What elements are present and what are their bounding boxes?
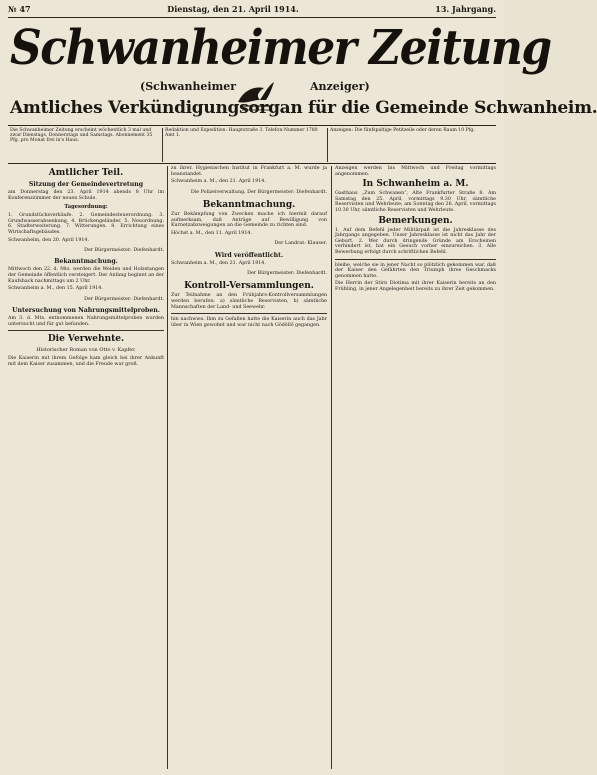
schwanheim-title: In Schwanheim a. M. [362,179,469,190]
header-top-line [8,3,496,15]
divider [171,313,327,314]
notice-date: Schwanheim a. M., den 15. April 1914. [8,286,103,292]
column-separator [167,166,168,769]
divider [8,163,496,164]
meeting-text: am Donnerstag den 23. April 1914 abends 8 Uhr im Konferenzzimmer der neuen Schule. [8,190,164,201]
novel-col3-text: bleibe, welche sie in jener Nacht so plötzlich gekommen war, daß der Kaiser den Gefährten den Triumph ihres Geschmacks genommen hatte. [335,262,496,279]
subtitle-right: Anzeiger) [310,80,370,93]
info-ads: Anzeigen: Die fünfspaltige Petitzeile oder deren Raum 10 Pfg. [330,128,475,133]
agenda-title: Tagesordnung: [64,204,108,211]
notice-text: Mittwoch den 22. d. Mts. werden die Weiden und Holzstangen der Gemeinde öffentlich versteigert. Der Anfang beginnt an der Kaufshack nachmittags um 2 Uhr. [8,267,164,284]
volume-year: 13. Jahrgang. [435,4,496,14]
publication-info-bar [8,128,496,162]
control-meetings-title: Kontroll-Versammlungen. [184,281,314,292]
remarks-text: 1. Auf dem Befehl jeder Militärpaß ist die Jahresklasse des Jahrgangs angegeben. Unser Jahresklasse ist nicht das Jahr der Geburt. 2. Wer durch dringende Gründe am Erscheinen verhindert ist, hat ein Gesuch vorher einzureichen. 3. Alle Bewerbung erfolgt durch schriftlichen Befehl. [335,227,496,255]
published-signature: Der Bürgermeister: Diefenhardt. [247,270,327,276]
schwanheim-text: Gasthaus „Zum Schwanen“, Alte Frankfurter Straße 8. Am Samstag den 25. April, vormittags 9.30 Uhr, sämtliche Reservisten und Wehrleute; am Sonntag den 26. April, vormittags 10.30 Uhr, sämtliche Reservisten und Wehrleute. [335,191,496,213]
divider [335,259,496,260]
col2-notice-date: Höchst a. M., den 11. April 1914. [171,230,252,236]
col2-notice-title: Bekanntmachung. [202,199,296,210]
col2-date: Schwanheim a. M., den 21. April 1914. [171,179,266,185]
col2-intro-text: zu ihrer. Hygienischen Institut in Frankfurt a. M. wurde ja beanstandet. [171,166,327,177]
novel-col3-end: Die Herrin der Stirn Diotima mit ihrer Kaiserin bereits an den Frühling, in jener Angelegenheit bereits zu ihrer Zeit gekommen. [335,281,496,292]
info-subscription: Die Schwanheimer Zeitung erscheint wöchentlich 3 mal und zwar Dienstags, Donnerstags und Samstags. Abonnement 35 Pfg. pro Monat frei in's Haus. [8,128,163,162]
official-section-title: Amtlicher Teil. [48,168,124,178]
remarks-title: Bemerkungen. [378,215,453,226]
col2-notice-signature: Der Landrat: Klauser. [274,241,327,247]
info-editorial: Redaktion und Expedition: Hauptstraße 3. Telefon-Nummer 1780 Amt 1. [163,128,328,162]
divider [8,125,496,126]
issue-number: № 47 [8,4,31,14]
col2-notice-text: Zur Bekämpfung von Zwecken mache ich hiermit darauf aufmerksam, daß Anträge auf Bewilligung von Kurnetzabzweigungen an die Gemeinde zu richten sind. [171,211,327,229]
novel-title: Die Verwehnte. [47,334,125,345]
meeting-signature: Der Bürgermeister: Diefenhardt. [84,247,164,253]
notice-signature: Der Bürgermeister: Diefenhardt. [84,296,164,302]
column-2 [171,166,327,769]
col3-intro-text: Anzeigen werden bis Mittwoch und Freitag vormittags angenommen. [335,166,496,177]
issue-date: Dienstag, den 21. April 1914. [167,4,299,14]
novel-text: Die Kaiserin mit ihrem Gefolge kam gleich bei ihrer Ankunft mit dem Kaiser zusammen, und die Freude war groß. [8,356,164,367]
divider [8,330,164,331]
novel-subtitle: Historischer Roman von Otto v. Kapfer. [36,347,136,354]
control-meetings-text: Zur Teilnahme an den Frühjahrs-Kontrollversammlungen werden berufen: a) sämtliche Reservisten, b) sämtliche Mannschaften der Land- und Seewehr. [171,293,327,310]
published-date: Schwanheim a. M., den 21. April 1914. [171,260,266,266]
masthead-subtitle-row [10,80,597,120]
food-test-title: Untersuchung von Nahrungsmittelproben. [12,306,160,314]
masthead-title: Schwanheimer Zeitung [10,20,551,76]
column-separator [331,166,332,769]
novel-continued-text: hin nachwies. Ihm zu Gefallen hatte die Kaiserin auch das Jahr über in Wien gewohnt und war nicht nach Gödöllő gegangen. [171,317,327,328]
column-3 [335,166,496,769]
subtitle-left: (Schwanheimer [140,80,237,93]
col2-signature: Die Polizeiverwaltung. Der Bürgermeister: Diefenhardt. [190,189,327,195]
notice-title: Bekanntmachung. [54,258,118,266]
published-note: Wird veröffentlicht. [214,251,284,259]
agenda-items: 1. Grundstücksverkäufe. 2. Gemeindesteuerordnung. 3. Grundwasserabsenkung. 4. Brückengeländer. 5. Neuordnung. 6. Stadterweiterung. 7. Witterungen. 8. Errichtung eines Wirtschaftsgebäudes. [8,213,164,235]
official-organ-line: Amtliches Verkündigungsorgan für die Gemeinde Schwanheim. [10,98,597,118]
meeting-title: Sitzung der Gemeindevertretung [28,181,144,188]
meeting-date: Schwanheim, den 20. April 1914. [8,237,90,243]
food-test-text: Am 3. d. Mts. entnommenen Nahrungsmittelproben wurden untersucht und für gut befunden. [8,315,164,327]
column-1 [8,166,164,769]
